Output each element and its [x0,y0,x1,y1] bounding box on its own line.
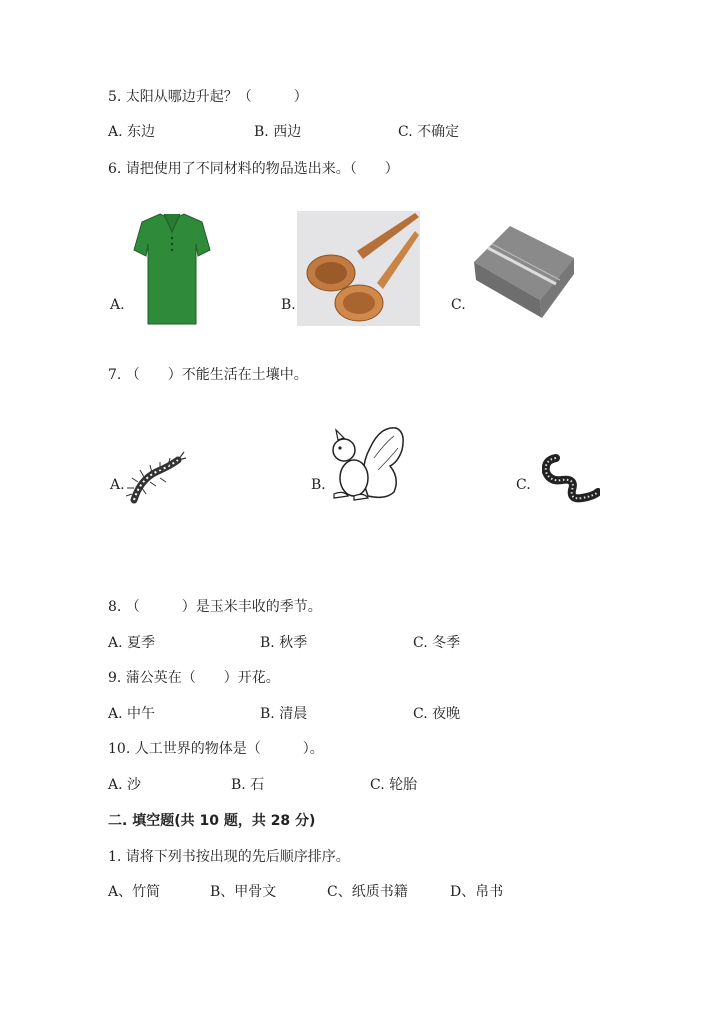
q5-option-a: A. 东边 [108,124,156,140]
question-6: 6. 请把使用了不同材料的物品选出来。（ ） [108,161,399,177]
q6-label-c: C. [451,297,466,313]
q6-label-a: A. [110,297,125,313]
q6-label-b: B. [281,297,296,313]
section-heading: 二. 填空题(共 10 题，共 28 分) [108,813,316,829]
q8-option-c: C. 冬季 [413,635,461,651]
q9-option-b: B. 清晨 [260,706,308,722]
question-8: 8. （ ）是玉米丰收的季节。 [108,599,322,615]
fill-q1-option-b: B、甲骨文 [210,884,277,900]
fill-q1-option-a: A、竹简 [108,884,161,900]
squirrel-image [324,418,406,504]
question-10: 10. 人工世界的物体是（ ）。 [108,741,324,757]
wooden-spoons-image [297,211,420,326]
centipede-image [126,450,188,506]
q7-label-c: C. [516,477,531,493]
q10-option-b: B. 石 [231,777,265,793]
question-7: 7. （ ）不能生活在土壤中。 [108,367,308,383]
question-5: 5. 太阳从哪边升起？（ ） [108,89,308,105]
fill-q1-option-d: D、帛书 [450,884,504,900]
q9-option-c: C. 夜晚 [413,706,461,722]
green-polo-shirt-image [132,210,212,328]
earthworm-image [542,452,600,504]
q7-label-b: B. [311,477,326,493]
fill-q1-option-c: C、纸质书籍 [327,884,408,900]
q7-label-a: A. [110,477,125,493]
q5-option-b: B. 西边 [254,124,302,140]
q9-option-a: A. 中午 [108,706,156,722]
q10-option-a: A. 沙 [108,777,142,793]
q8-option-a: A. 夏季 [108,635,156,651]
gray-towel-image [470,222,578,322]
fill-question-1: 1. 请将下列书按出现的先后顺序排序。 [108,849,350,865]
question-9: 9. 蒲公英在（ ）开花。 [108,670,280,686]
q10-option-c: C. 轮胎 [370,777,418,793]
q8-option-b: B. 秋季 [260,635,308,651]
q5-option-c: C. 不确定 [398,124,460,140]
